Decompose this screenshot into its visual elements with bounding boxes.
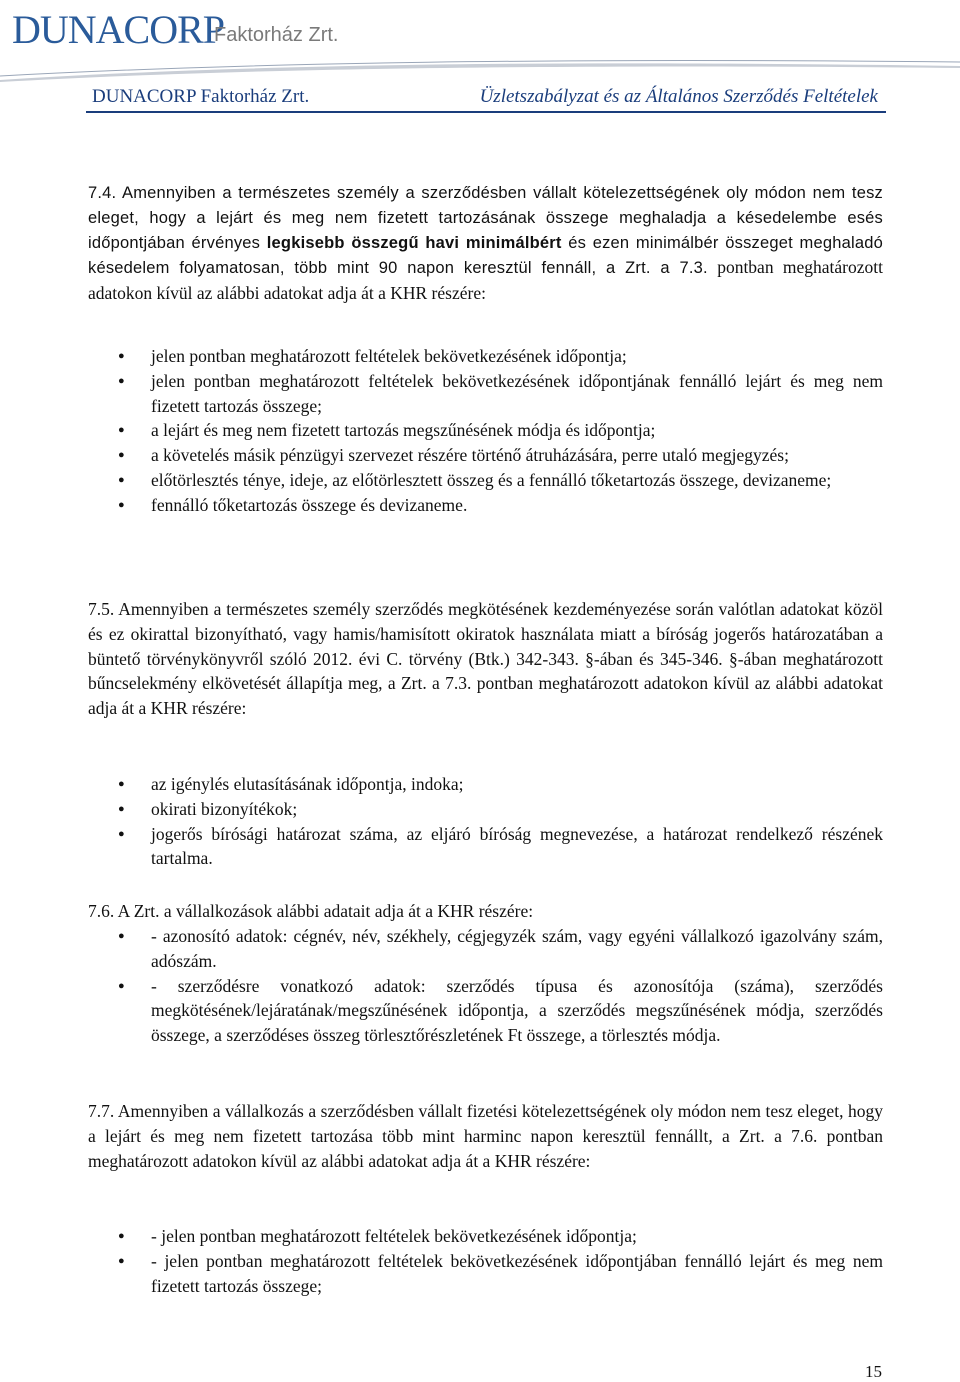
- section-7-7-paragraph: 7.7. Amennyiben a vállalkozás a szerződésben vállalt fizetési kötelezettségének oly módon nem tesz eleget, hogy a lejárt és meg nem fizetett tartozása több mint harminc napon keresztül fennállt, a Zrt. a 7.6. pontban meghatározott adatokon kívül az alábbi adatokat adja át a KHR részére:: [88, 1101, 883, 1171]
- logo-brand: DUNACORP: [12, 7, 225, 52]
- section-7-4-list: [151, 344, 883, 518]
- section-7-6-list: [151, 924, 883, 1048]
- list-item: ● a lejárt és meg nem fizetett tartozás megszűnésének módja és időpontja;: [151, 418, 883, 443]
- list-item: ● jogerős bírósági határozat száma, az eljáró bíróság megnevezése, a határozat rendelkező részének tartalma.: [151, 822, 883, 872]
- list-item: ● jelen pontban meghatározott feltételek bekövetkezésének időpontjának fennálló lejárt és meg nem fizetett tartozás összege;: [151, 369, 883, 419]
- logo-swoosh-decoration: [0, 58, 960, 82]
- list-item: ● előtörlesztés ténye, ideje, az előtörlesztett összeg és a fennálló tőketartozás összege, devizaneme;: [151, 468, 883, 493]
- section-7-5-paragraph: 7.5. Amennyiben a természetes személy szerződés megkötésének kezdeményezése során valótlan adatokat közöl és ez okirattal bizonyítható, vagy hamis/hamisított okiratok használata miatt a bíróság jogerős határozatában a büntető törvénykönyvről szóló 2012. évi C. törvény (Btk.) 342-343. §-ában és 345-346. §-ában meghatározott bűncselekmény elkövetését állapítja meg, a Zrt. a 7.3. pontban meghatározott adatokon kívül az alábbi adatokat adja át a KHR részére:: [88, 599, 883, 719]
- list-item: ● - szerződésre vonatkozó adatok: szerződés típusa és azonosítója (száma), szerződés megkötésének/lejáratának/megszűnésének időpontja, a szerződés megszűnésének módja, szerződés összege, a szerződéses összeg törlesztőrészletének Ft összege, a törlesztés módja.: [151, 974, 883, 1048]
- page-number: 15: [865, 1362, 882, 1381]
- list-item: ● - jelen pontban meghatározott feltételek bekövetkezésének időpontja;: [151, 1224, 883, 1249]
- section-7-5-list: [151, 772, 883, 871]
- section-7-7-list: [151, 1224, 883, 1298]
- bold-min-wage: legkisebb összegű havi minimálbért: [266, 233, 562, 252]
- header-document-title: Üzletszabályzat és az Általános Szerződés Feltételek: [479, 86, 878, 107]
- header-rule: [86, 111, 886, 113]
- list-item: ● - azonosító adatok: cégnév, név, székhely, cégjegyzék szám, vagy egyéni vállalkozó igazolvány szám, adószám.: [151, 924, 883, 974]
- list-item: ● fennálló tőketartozás összege és devizaneme.: [151, 493, 883, 518]
- header-company-name: DUNACORP Faktorház Zrt.: [92, 86, 310, 107]
- section-7-4-paragraph: 7.4. Amennyiben a természetes személy a szerződésben vállalt kötelezettségének oly módon nem tesz eleget, hogy a lejárt és meg nem fizetett tartozásának összege meghaladja a késedelembe esés időpontjában érvényes legkisebb összegű havi minimálbért és ezen minimálbér összeget meghaladó késedelem folyamatosan, több mint 90 napon keresztül fennáll, a Zrt. a 7.3. pontban meghatározott adatokon kívül az alábbi adatokat adja át a KHR részére:: [88, 184, 883, 304]
- section-7-6-paragraph: 7.6. A Zrt. a vállalkozások alábbi adatait adja át a KHR részére:: [88, 901, 534, 921]
- list-item: ● jelen pontban meghatározott feltételek bekövetkezésének időpontja;: [151, 344, 883, 369]
- list-item: ● - jelen pontban meghatározott feltételek bekövetkezésének időpontjában fennálló lejárt és meg nem fizetett tartozás összege;: [151, 1249, 883, 1299]
- logo-subtitle: Faktorház Zrt.: [214, 24, 339, 46]
- list-item: ● okirati bizonyítékok;: [151, 797, 883, 822]
- list-item: ● a követelés másik pénzügyi szervezet részére történő átruházására, perre utaló megjegyzés;: [151, 443, 883, 468]
- list-item: ● az igénylés elutasításának időpontja, indoka;: [151, 772, 883, 797]
